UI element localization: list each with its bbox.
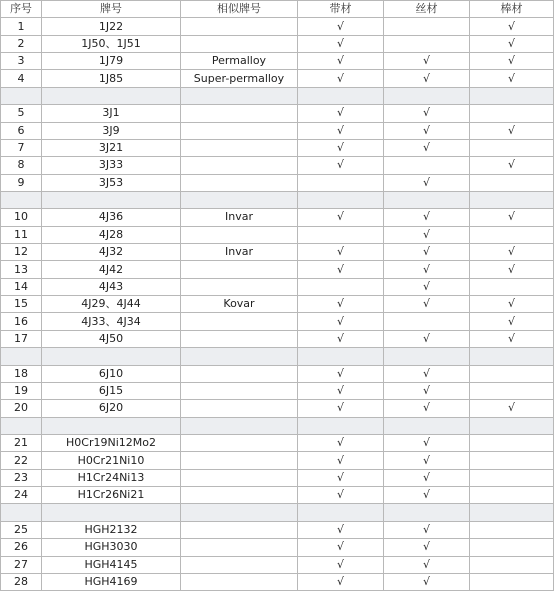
- table-row: [1, 521, 554, 538]
- cell-no: 19: [1, 382, 42, 399]
- separator-cell: [181, 348, 298, 365]
- cell-wire: √: [384, 209, 470, 226]
- cell-similar-grade: Permalloy: [181, 53, 298, 70]
- cell-no: 24: [1, 487, 42, 504]
- cell-grade: HGH4169: [42, 573, 181, 590]
- cell-no: 4: [1, 70, 42, 87]
- cell-grade: HGH2132: [42, 521, 181, 538]
- separator-cell: [1, 87, 42, 104]
- cell-wire: √: [384, 53, 470, 70]
- cell-wire: √: [384, 365, 470, 382]
- cell-bar: [470, 105, 554, 122]
- cell-grade: 6J20: [42, 400, 181, 417]
- cell-grade: 3J9: [42, 122, 181, 139]
- separator-cell: [1, 504, 42, 521]
- cell-similar-grade: [181, 452, 298, 469]
- table-row: [1, 209, 554, 226]
- cell-bar: √: [470, 400, 554, 417]
- header-strip: 带材: [298, 1, 384, 18]
- cell-similar-grade: [181, 18, 298, 35]
- cell-wire: √: [384, 174, 470, 191]
- group-separator-row: [1, 504, 554, 521]
- cell-similar-grade: [181, 105, 298, 122]
- cell-bar: [470, 278, 554, 295]
- cell-similar-grade: Invar: [181, 209, 298, 226]
- separator-cell: [298, 504, 384, 521]
- table-row: [1, 122, 554, 139]
- table-body: [1, 18, 554, 591]
- separator-cell: [470, 348, 554, 365]
- cell-strip: √: [298, 434, 384, 451]
- separator-cell: [181, 191, 298, 208]
- cell-no: 27: [1, 556, 42, 573]
- cell-strip: √: [298, 70, 384, 87]
- cell-no: 5: [1, 105, 42, 122]
- cell-no: 16: [1, 313, 42, 330]
- cell-bar: √: [470, 157, 554, 174]
- cell-wire: √: [384, 487, 470, 504]
- cell-bar: √: [470, 244, 554, 261]
- cell-wire: √: [384, 452, 470, 469]
- cell-similar-grade: [181, 313, 298, 330]
- cell-no: 7: [1, 139, 42, 156]
- table-row: [1, 452, 554, 469]
- separator-cell: [181, 87, 298, 104]
- cell-no: 2: [1, 35, 42, 52]
- table-row: [1, 278, 554, 295]
- cell-similar-grade: [181, 278, 298, 295]
- cell-wire: √: [384, 382, 470, 399]
- table-row: [1, 53, 554, 70]
- table-row: [1, 573, 554, 590]
- cell-similar-grade: [181, 539, 298, 556]
- cell-similar-grade: Invar: [181, 244, 298, 261]
- cell-similar-grade: [181, 35, 298, 52]
- cell-no: 17: [1, 330, 42, 347]
- cell-no: 26: [1, 539, 42, 556]
- group-separator-row: [1, 417, 554, 434]
- separator-cell: [470, 191, 554, 208]
- cell-similar-grade: [181, 157, 298, 174]
- cell-no: 22: [1, 452, 42, 469]
- cell-bar: [470, 556, 554, 573]
- header-grade: 牌号: [42, 1, 181, 18]
- cell-wire: √: [384, 122, 470, 139]
- cell-no: 25: [1, 521, 42, 538]
- cell-grade: 6J15: [42, 382, 181, 399]
- separator-cell: [42, 417, 181, 434]
- cell-bar: [470, 434, 554, 451]
- table-row: [1, 539, 554, 556]
- cell-bar: √: [470, 18, 554, 35]
- cell-grade: 4J50: [42, 330, 181, 347]
- cell-grade: 3J21: [42, 139, 181, 156]
- cell-similar-grade: Super-permalloy: [181, 70, 298, 87]
- cell-wire: √: [384, 105, 470, 122]
- cell-strip: √: [298, 539, 384, 556]
- table-row: [1, 330, 554, 347]
- table-row: [1, 400, 554, 417]
- cell-bar: √: [470, 330, 554, 347]
- separator-cell: [384, 417, 470, 434]
- cell-wire: √: [384, 434, 470, 451]
- cell-wire: √: [384, 70, 470, 87]
- table-row: [1, 382, 554, 399]
- group-separator-row: [1, 87, 554, 104]
- cell-strip: √: [298, 573, 384, 590]
- table-row: [1, 174, 554, 191]
- cell-grade: 1J79: [42, 53, 181, 70]
- separator-cell: [1, 348, 42, 365]
- cell-bar: √: [470, 209, 554, 226]
- table-row: [1, 261, 554, 278]
- separator-cell: [181, 504, 298, 521]
- cell-similar-grade: [181, 487, 298, 504]
- separator-cell: [1, 191, 42, 208]
- cell-wire: √: [384, 330, 470, 347]
- separator-cell: [384, 87, 470, 104]
- cell-grade: 3J33: [42, 157, 181, 174]
- cell-grade: 4J43: [42, 278, 181, 295]
- cell-strip: √: [298, 330, 384, 347]
- cell-wire: √: [384, 469, 470, 486]
- cell-strip: √: [298, 105, 384, 122]
- cell-no: 20: [1, 400, 42, 417]
- cell-strip: √: [298, 365, 384, 382]
- cell-grade: 4J32: [42, 244, 181, 261]
- cell-bar: √: [470, 261, 554, 278]
- cell-strip: √: [298, 382, 384, 399]
- table-row: [1, 18, 554, 35]
- cell-no: 8: [1, 157, 42, 174]
- cell-strip: √: [298, 157, 384, 174]
- cell-similar-grade: [181, 174, 298, 191]
- cell-grade: H0Cr19Ni12Mo2: [42, 434, 181, 451]
- table-row: [1, 105, 554, 122]
- cell-strip: √: [298, 139, 384, 156]
- cell-grade: 1J85: [42, 70, 181, 87]
- cell-similar-grade: [181, 365, 298, 382]
- cell-strip: √: [298, 487, 384, 504]
- separator-cell: [298, 348, 384, 365]
- cell-grade: H1Cr26Ni21: [42, 487, 181, 504]
- cell-similar-grade: [181, 139, 298, 156]
- separator-cell: [470, 417, 554, 434]
- cell-bar: √: [470, 70, 554, 87]
- cell-similar-grade: [181, 226, 298, 243]
- cell-bar: √: [470, 53, 554, 70]
- cell-bar: [470, 539, 554, 556]
- cell-wire: [384, 18, 470, 35]
- cell-wire: √: [384, 296, 470, 313]
- cell-similar-grade: [181, 521, 298, 538]
- cell-strip: √: [298, 122, 384, 139]
- cell-bar: [470, 365, 554, 382]
- cell-grade: HGH4145: [42, 556, 181, 573]
- separator-cell: [42, 504, 181, 521]
- cell-no: 21: [1, 434, 42, 451]
- separator-cell: [298, 87, 384, 104]
- cell-strip: √: [298, 209, 384, 226]
- cell-wire: √: [384, 539, 470, 556]
- cell-grade: 6J10: [42, 365, 181, 382]
- cell-similar-grade: [181, 556, 298, 573]
- separator-cell: [384, 191, 470, 208]
- cell-similar-grade: [181, 434, 298, 451]
- cell-no: 10: [1, 209, 42, 226]
- cell-strip: √: [298, 521, 384, 538]
- cell-strip: √: [298, 400, 384, 417]
- cell-grade: H0Cr21Ni10: [42, 452, 181, 469]
- group-separator-row: [1, 191, 554, 208]
- cell-strip: √: [298, 244, 384, 261]
- separator-cell: [42, 87, 181, 104]
- separator-cell: [470, 87, 554, 104]
- table-row: [1, 296, 554, 313]
- cell-strip: √: [298, 261, 384, 278]
- table-row: [1, 313, 554, 330]
- cell-bar: √: [470, 296, 554, 313]
- cell-wire: √: [384, 573, 470, 590]
- cell-similar-grade: [181, 122, 298, 139]
- cell-grade: 4J29、4J44: [42, 296, 181, 313]
- header-row: [1, 1, 554, 18]
- separator-cell: [1, 417, 42, 434]
- cell-no: 28: [1, 573, 42, 590]
- cell-grade: 4J42: [42, 261, 181, 278]
- cell-strip: √: [298, 556, 384, 573]
- cell-bar: [470, 174, 554, 191]
- cell-wire: √: [384, 226, 470, 243]
- cell-bar: [470, 382, 554, 399]
- separator-cell: [181, 417, 298, 434]
- cell-bar: [470, 573, 554, 590]
- cell-no: 6: [1, 122, 42, 139]
- separator-cell: [470, 504, 554, 521]
- cell-wire: [384, 35, 470, 52]
- cell-no: 11: [1, 226, 42, 243]
- cell-grade: 4J36: [42, 209, 181, 226]
- cell-similar-grade: [181, 261, 298, 278]
- cell-grade: HGH3030: [42, 539, 181, 556]
- header-bar: 棒材: [470, 1, 554, 18]
- cell-strip: [298, 226, 384, 243]
- cell-strip: √: [298, 18, 384, 35]
- cell-wire: √: [384, 139, 470, 156]
- cell-similar-grade: [181, 469, 298, 486]
- group-separator-row: [1, 348, 554, 365]
- cell-no: 9: [1, 174, 42, 191]
- cell-no: 13: [1, 261, 42, 278]
- table-row: [1, 226, 554, 243]
- cell-strip: [298, 174, 384, 191]
- cell-wire: [384, 157, 470, 174]
- cell-wire: √: [384, 521, 470, 538]
- table-row: [1, 35, 554, 52]
- cell-wire: √: [384, 261, 470, 278]
- table-row: [1, 487, 554, 504]
- cell-no: 15: [1, 296, 42, 313]
- cell-similar-grade: Kovar: [181, 296, 298, 313]
- table-row: [1, 157, 554, 174]
- cell-wire: [384, 313, 470, 330]
- cell-wire: √: [384, 244, 470, 261]
- cell-no: 3: [1, 53, 42, 70]
- cell-grade: 4J28: [42, 226, 181, 243]
- cell-similar-grade: [181, 400, 298, 417]
- table-row: [1, 556, 554, 573]
- table-row: [1, 365, 554, 382]
- cell-grade: 4J33、4J34: [42, 313, 181, 330]
- cell-bar: [470, 487, 554, 504]
- cell-similar-grade: [181, 573, 298, 590]
- cell-no: 14: [1, 278, 42, 295]
- table-row: [1, 434, 554, 451]
- table-row: [1, 469, 554, 486]
- separator-cell: [384, 348, 470, 365]
- separator-cell: [298, 417, 384, 434]
- cell-no: 23: [1, 469, 42, 486]
- cell-strip: √: [298, 313, 384, 330]
- cell-wire: √: [384, 556, 470, 573]
- cell-no: 12: [1, 244, 42, 261]
- cell-grade: 1J22: [42, 18, 181, 35]
- cell-bar: √: [470, 313, 554, 330]
- cell-strip: √: [298, 35, 384, 52]
- cell-bar: √: [470, 35, 554, 52]
- cell-grade: H1Cr24Ni13: [42, 469, 181, 486]
- separator-cell: [42, 348, 181, 365]
- cell-bar: √: [470, 122, 554, 139]
- separator-cell: [42, 191, 181, 208]
- cell-wire: √: [384, 400, 470, 417]
- header-no: 序号: [1, 1, 42, 18]
- cell-strip: √: [298, 452, 384, 469]
- cell-bar: [470, 469, 554, 486]
- table-row: [1, 244, 554, 261]
- cell-strip: √: [298, 53, 384, 70]
- cell-grade: 3J53: [42, 174, 181, 191]
- cell-bar: [470, 521, 554, 538]
- cell-grade: 1J50、1J51: [42, 35, 181, 52]
- cell-strip: √: [298, 469, 384, 486]
- cell-bar: [470, 139, 554, 156]
- header-wire: 丝材: [384, 1, 470, 18]
- cell-similar-grade: [181, 330, 298, 347]
- table-row: [1, 70, 554, 87]
- cell-bar: [470, 452, 554, 469]
- cell-bar: [470, 226, 554, 243]
- cell-strip: √: [298, 296, 384, 313]
- cell-grade: 3J1: [42, 105, 181, 122]
- separator-cell: [384, 504, 470, 521]
- table-row: [1, 139, 554, 156]
- separator-cell: [298, 191, 384, 208]
- cell-similar-grade: [181, 382, 298, 399]
- cell-no: 1: [1, 18, 42, 35]
- cell-strip: [298, 278, 384, 295]
- header-similar-grade: 相似牌号: [181, 1, 298, 18]
- cell-wire: √: [384, 278, 470, 295]
- cell-no: 18: [1, 365, 42, 382]
